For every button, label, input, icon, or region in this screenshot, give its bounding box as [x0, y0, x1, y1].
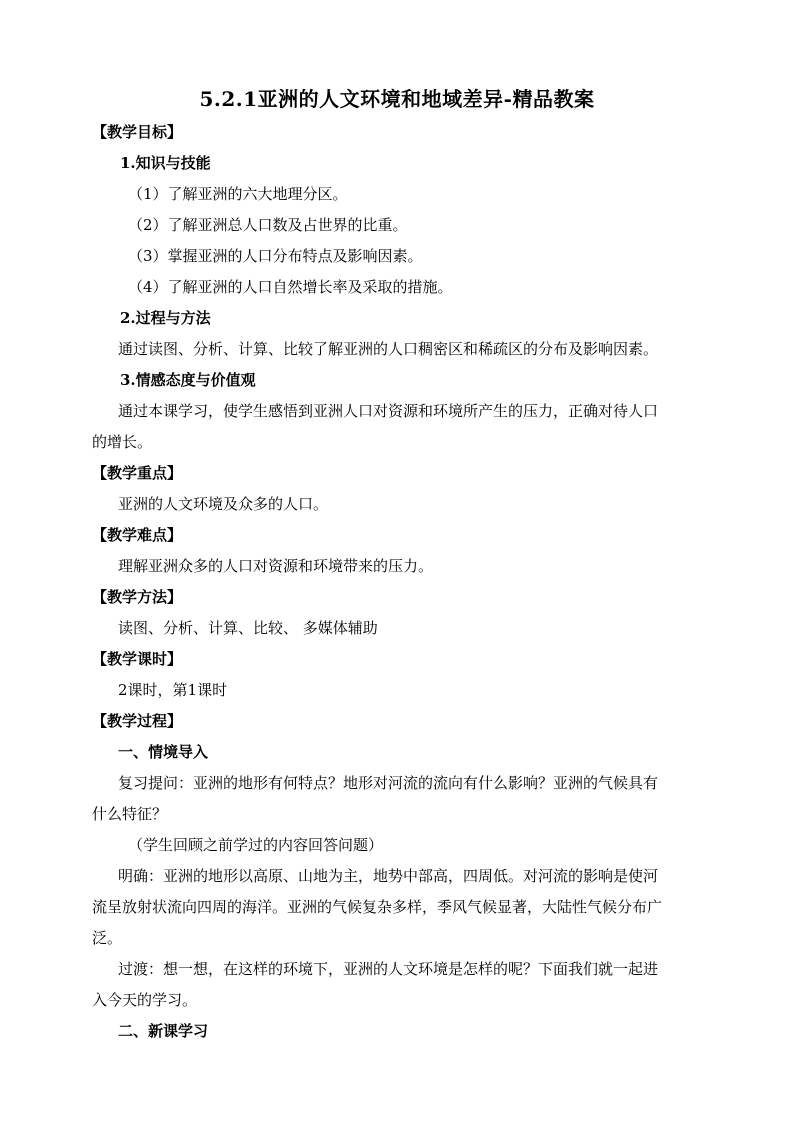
paragraph-line: 明确：亚洲的地形以高原、山地为主，地势中部高，四周低。对河流的影响是使河 — [118, 867, 659, 885]
paragraph-line: 入今天的学习。 — [92, 991, 198, 1009]
list-item: （1）了解亚洲的六大地理分区。 — [128, 185, 348, 203]
paragraph-line: 的增长。 — [92, 433, 153, 451]
list-item: （2）了解亚洲总人口数及占世界的比重。 — [128, 216, 408, 234]
paragraph-line: 泛。 — [92, 929, 123, 947]
subheading-process-method: 2.过程与方法 — [120, 309, 211, 327]
section-heading-methods: 【教学方法】 — [92, 588, 183, 606]
paragraph-line: 读图、分析、计算、比较、 多媒体辅助 — [118, 619, 378, 637]
paragraph-line: 2课时，第1课时 — [118, 681, 228, 699]
section-heading-objectives: 【教学目标】 — [92, 123, 183, 141]
subheading-new-lesson: 二、新课学习 — [118, 1022, 209, 1040]
paragraph-line: 复习提问：亚洲的地形有何特点？地形对河流的流向有什么影响？亚洲的气候具有 — [118, 774, 659, 792]
document-title: 5.2.1亚洲的人文环境和地域差异-精品教案 — [199, 87, 595, 111]
paragraph-line: 通过本课学习，使学生感悟到亚洲人口对资源和环境所产生的压力，正确对待人口 — [118, 402, 659, 420]
subheading-introduction: 一、情境导入 — [118, 743, 209, 761]
paragraph-line: 通过读图、分析、计算、比较了解亚洲的人口稠密区和稀疏区的分布及影响因素。 — [118, 340, 659, 358]
section-heading-class-hours: 【教学课时】 — [92, 650, 183, 668]
paragraph-line: 流呈放射状流向四周的海洋。亚洲的气候复杂多样，季风气候显著，大陆性气候分布广 — [92, 898, 663, 916]
section-heading-key-points: 【教学重点】 — [92, 464, 183, 482]
paragraph-line: （学生回顾之前学过的内容回答问题） — [128, 836, 384, 854]
paragraph-line: 理解亚洲众多的人口对资源和环境带来的压力。 — [118, 557, 434, 575]
section-heading-process: 【教学过程】 — [92, 712, 183, 730]
subheading-attitude-values: 3.情感态度与价值观 — [120, 371, 256, 389]
section-heading-difficulties: 【教学难点】 — [92, 526, 183, 544]
list-item: （3）掌握亚洲的人口分布特点及影响因素。 — [128, 247, 423, 265]
subheading-knowledge-skills: 1.知识与技能 — [120, 154, 211, 172]
paragraph-line: 亚洲的人文环境及众多的人口。 — [118, 495, 329, 513]
paragraph-line: 过渡：想一想，在这样的环境下，亚洲的人文环境是怎样的呢？下面我们就一起进 — [118, 960, 659, 978]
paragraph-line: 什么特征？ — [92, 805, 168, 823]
list-item: （4）了解亚洲的人口自然增长率及采取的措施。 — [128, 278, 453, 296]
